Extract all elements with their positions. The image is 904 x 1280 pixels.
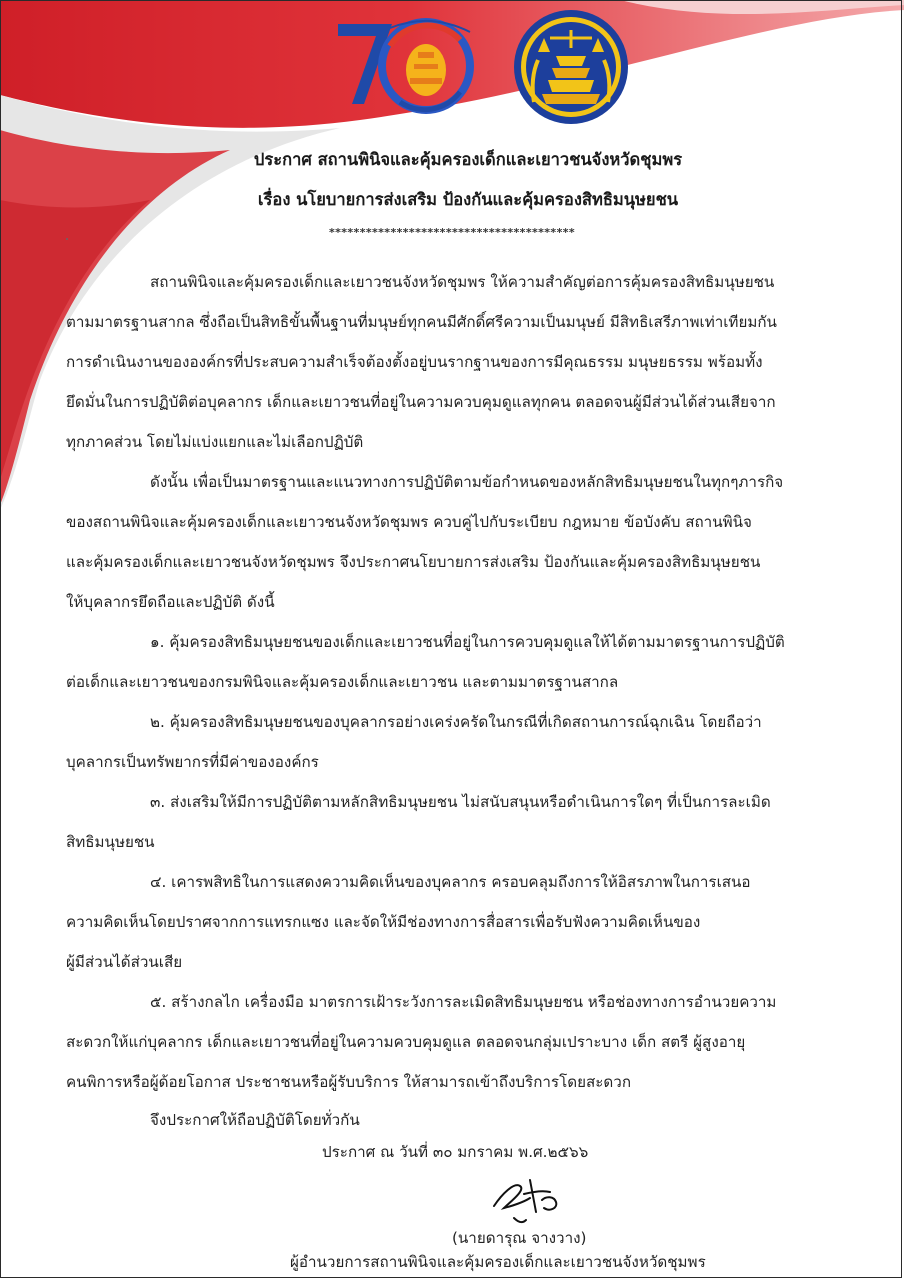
body-line: ให้บุคลากรยึดถือและปฏิบัติ ดังนี้ <box>66 593 275 611</box>
announcement-subject: เรื่อง นโยบายการส่งเสริม ป้องกันและคุ้มครองสิทธิมนุษยชน <box>257 190 679 209</box>
body-line: ๔. เคารพสิทธิในการแสดงความคิดเห็นของบุคลากร ครอบคลุมถึงการให้อิสรภาพในการเสนอ <box>150 873 751 891</box>
body-line: ยึดมั่นในการปฏิบัติต่อบุคลากร เด็กและเยาวชนที่อยู่ในความควบคุมดูแลทุกคน ตลอดจนผู้มีส่วนได้ส่วนเสียจาก <box>66 393 776 411</box>
body-line: คนพิการหรือผู้ด้อยโอกาส ประชาชนหรือผู้รับบริการ ให้สามารถเข้าถึงบริการโดยสะดวก <box>66 1073 632 1091</box>
announcement-title: ประกาศ สถานพินิจและคุ้มครองเด็กและเยาวชนจังหวัดชุมพร <box>253 150 683 169</box>
body-line: การดำเนินงานขององค์กรที่ประสบความสำเร็จต้องตั้งอยู่บนรากฐานของการมีคุณธรรม มนุษยธรรม พร้อมทั้ง <box>66 353 763 371</box>
body-line: ความคิดเห็นโดยปราศจากการแทรกแซง และจัดให้มีช่องทางการสื่อสารเพื่อรับฟังความคิดเห็นของ <box>66 913 701 931</box>
stray-dot <box>66 238 68 240</box>
body-line: ต่อเด็กและเยาวชนของกรมพินิจและคุ้มครองเด็กและเยาวชน และตามมาตรฐานสากล <box>66 673 619 691</box>
body-line: จึงประกาศให้ถือปฏิบัติโดยทั่วกัน <box>150 1111 360 1129</box>
body-line: ตามมาตรฐานสากล ซึ่งถือเป็นสิทธิขั้นพื้นฐานที่มนุษย์ทุกคนมีศักดิ์ศรีความเป็นมนุษย์ มีสิทธิเสรีภาพเท่าเทียมกัน <box>66 313 777 331</box>
body-line: ของสถานพินิจและคุ้มครองเด็กและเยาวชนจังหวัดชุมพร ควบคู่ไปกับระเบียบ กฎหมาย ข้อบังคับ สถานพินิจ <box>66 513 752 531</box>
body-line: ๒. คุ้มครองสิทธิมนุษยชนของบุคลากรอย่างเคร่งครัดในกรณีที่เกิดสถานการณ์ฉุกเฉิน โดยถือว่า <box>150 713 762 731</box>
body-line: สะดวกให้แก่บุคลากร เด็กและเยาวชนที่อยู่ในความควบคุมดูแล ตลอดจนกลุ่มเปราะบาง เด็ก สตรี ผู้สูงอายุ <box>66 1033 746 1051</box>
star-separator: **************************************** <box>328 226 576 239</box>
body-line: ๕. สร้างกลไก เครื่องมือ มาตรการเฝ้าระวังการละเมิดสิทธิมนุษยชน หรือช่องทางการอำนวยความ <box>150 993 777 1011</box>
body-line: ผู้มีส่วนได้ส่วนเสีย <box>66 953 183 971</box>
announcement-date: ประกาศ ณ วันที่ ๓๐ มกราคม พ.ศ.๒๕๖๖ <box>322 1143 589 1161</box>
handwritten-signature <box>484 1172 574 1224</box>
body-line: บุคลากรเป็นทรัพยากรที่มีค่าขององค์กร <box>66 753 319 771</box>
signer-name: (นายดารุณ จางวาง) <box>452 1229 587 1247</box>
body-line: ๑. คุ้มครองสิทธิมนุษยชนของเด็กและเยาวชนที่อยู่ในการควบคุมดูแลให้ได้ตามมาตรฐานการปฏิบัติ <box>150 633 785 651</box>
anniversary-70-logo <box>330 6 480 126</box>
department-seal-logo <box>512 8 630 126</box>
body-line: ดังนั้น เพื่อเป็นมาตรฐานและแนวทางการปฏิบัติตามข้อกำหนดของหลักสิทธิมนุษยชนในทุกๆภารกิจ <box>150 473 784 491</box>
body-line: สิทธิมนุษยชน <box>66 833 155 851</box>
signer-title: ผู้อำนวยการสถานพินิจและคุ้มครองเด็กและเยาวชนจังหวัดชุมพร <box>290 1253 706 1271</box>
body-line: ทุกภาคส่วน โดยไม่แบ่งแยกและไม่เลือกปฏิบัติ <box>66 433 364 451</box>
body-line: สถานพินิจและคุ้มครองเด็กและเยาวชนจังหวัดชุมพร ให้ความสำคัญต่อการคุ้มครองสิทธิมนุษยชน <box>150 273 775 291</box>
body-line: ๓. ส่งเสริมให้มีการปฏิบัติตามหลักสิทธิมนุษยชน ไม่สนับสนุนหรือดำเนินการใดๆ ที่เป็นการละเมิด <box>150 793 771 811</box>
body-line: และคุ้มครองเด็กและเยาวชนจังหวัดชุมพร จึงประกาศนโยบายการส่งเสริม ป้องกันและคุ้มครองสิทธิมนุษยชน <box>66 553 761 571</box>
